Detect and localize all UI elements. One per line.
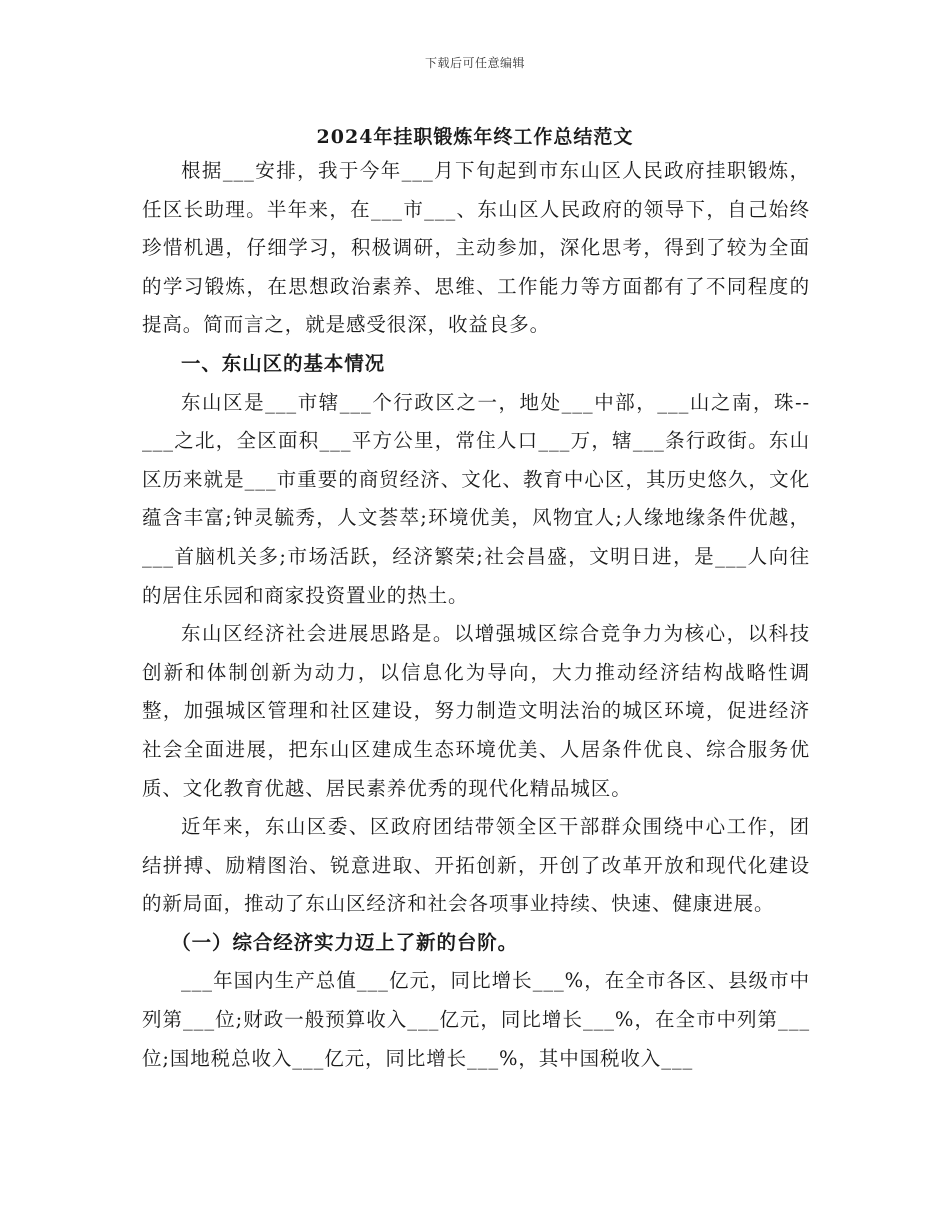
section-heading-basic-situation: 一、东山区的基本情况 — [181, 351, 386, 375]
paragraph-development-strategy: 东山区经济社会进展思路是。以增强城区综合竞争力为核心，以科技创新和体制创新为动力，以信息化为导向，大力推动经济结构战略性调整，加强城区管理和社区建设，努力制造文明法治的城区环境，促进经济社会全面进展，把东山区建成生态环境优美、人居条件优良、综合服务优质、文化教育优越、居民素养优秀的现代化精品城区。 — [142, 622, 810, 800]
document-title: 2024年挂职锻炼年终工作总结范文 — [316, 126, 634, 148]
paragraph-district-overview: 东山区是___市辖___个行政区之一，地处___中部，___山之南，珠--___之北，全区面积___平方公里，常住人口___万，辖___条行政街。东山区历来就是___市重要的商贸经济、文化、教育中心区，其历史悠久，文化蕴含丰富;钟灵毓秀，人文荟萃;环境优美，风物宜人;人缘地缘条件优越，___首脑机关多;市场活跃，经济繁荣;社会昌盛，文明日进，是___人向往的居住乐园和商家投资置业的热土。 — [142, 390, 810, 607]
subsection-heading-economy: （一）综合经济实力迈上了新的台阶。 — [171, 930, 519, 954]
paragraph-intro: 根据___安排，我于今年___月下旬起到市东山区人民政府挂职锻炼，任区长助理。半年来，在___市___、东山区人民政府的领导下，自己始终珍惜机遇，仔细学习，积极调研，主动参加，深化思考，得到了较为全面的学习锻炼，在思想政治素养、思维、工作能力等方面都有了不同程度的提高。简而言之，就是感受很深，收益良多。 — [142, 159, 810, 337]
document-body — [142, 152, 810, 1078]
paragraph-economic-figures: ___年国内生产总值___亿元，同比增长___%，在全市各区、县级市中列第___位;财政一般预算收入___亿元，同比增长___%，在全市中列第___位;国地税总收入___亿元，同比增长___%，其中国税收入___ — [142, 969, 810, 1070]
header-note: 下载后可任意编辑 — [424, 56, 525, 70]
paragraph-recent-years: 近年来，东山区委、区政府团结带领全区干部群众围绕中心工作，团结拼搏、励精图治、锐意进取、开拓创新，开创了改革开放和现代化建设的新局面，推动了东山区经济和社会各项事业持续、快速、健康进展。 — [142, 815, 810, 916]
